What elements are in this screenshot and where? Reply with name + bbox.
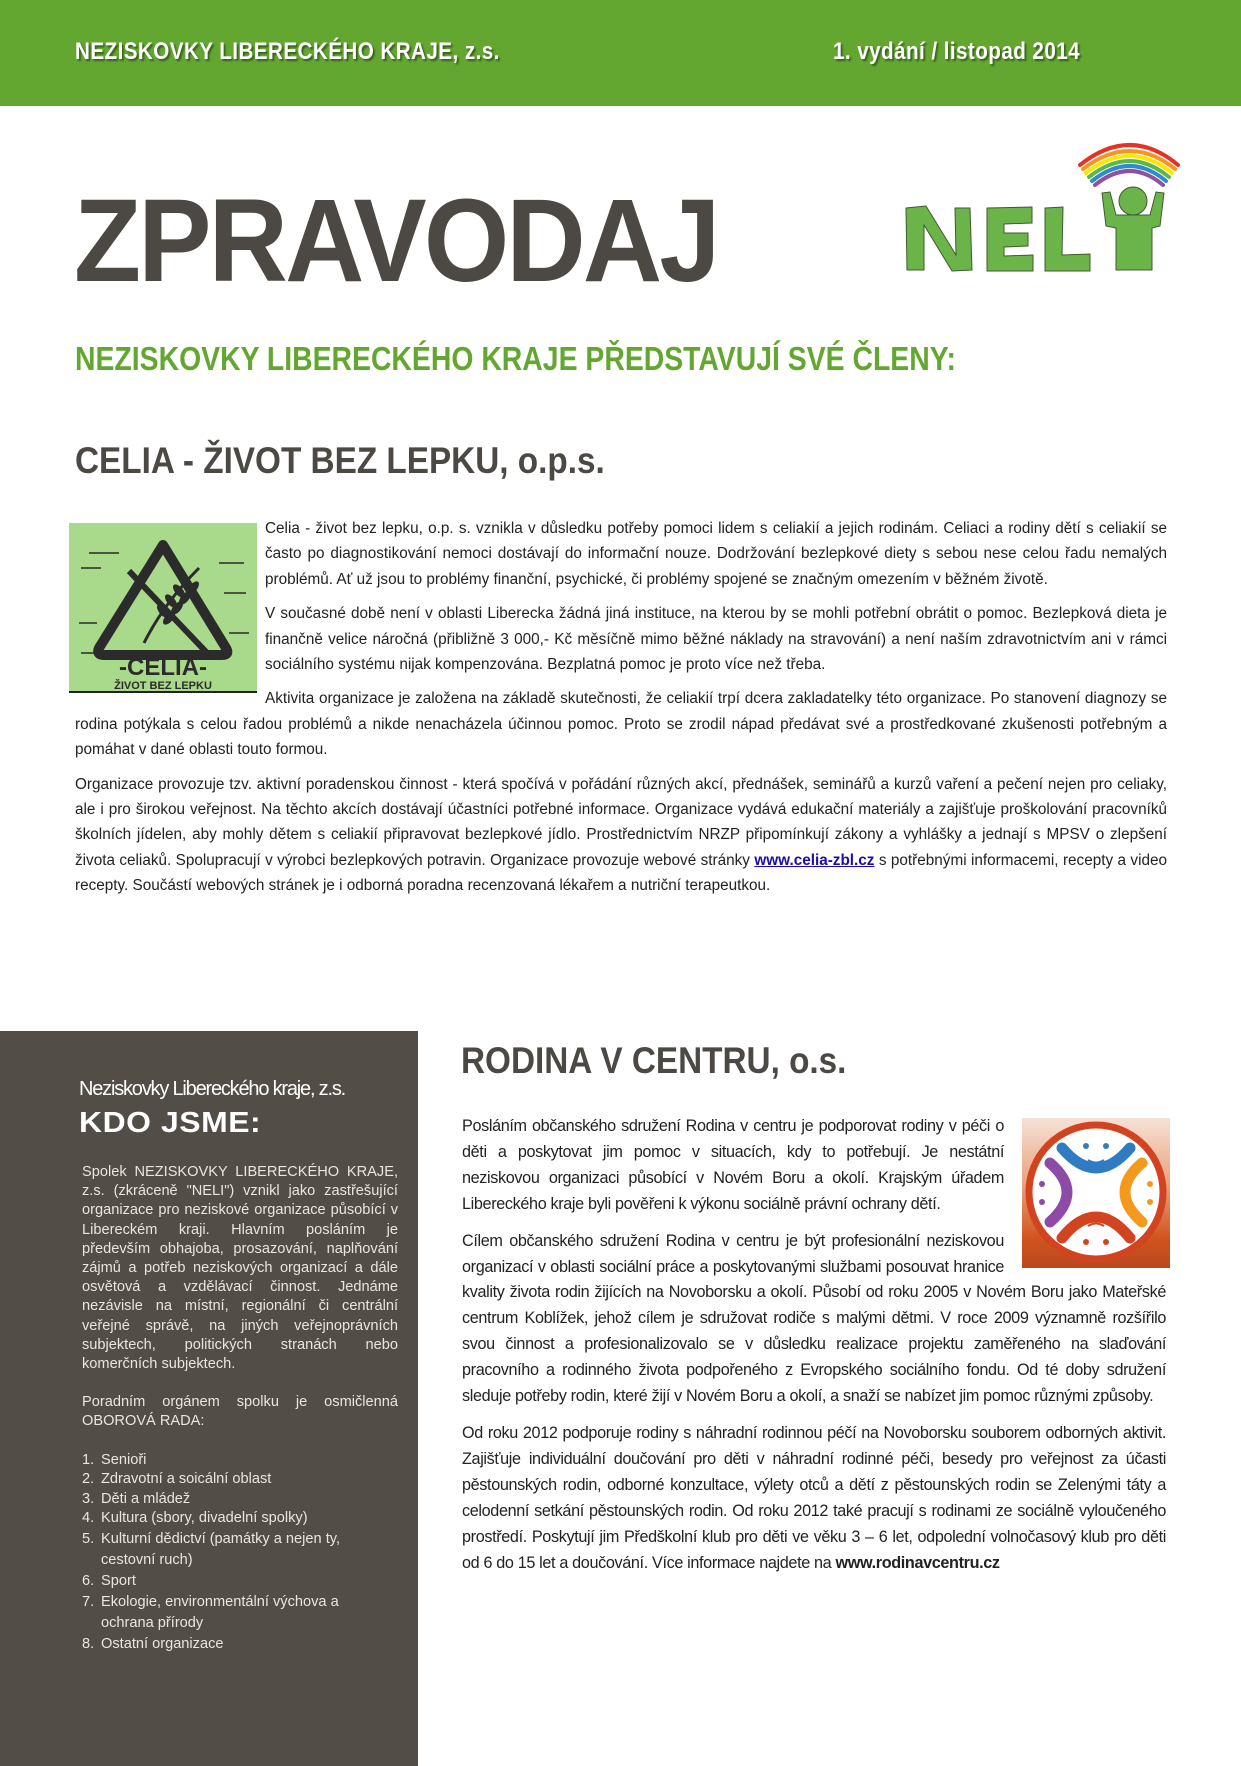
celia-article (75, 516, 1167, 908)
celia-paragraph: Celia - život bez lepku, o.p. s. vznikla v důsledku potřeby pomoci lidem s celiakií a jejich rodinám. Celiaci a rodiny dětí s celiakií se často po diagnostikování nemoci dostávají do informační nouze. Dodržování bezlepkové diety s sebou nese celou řadu nemalých problémů. Ať už jsou to problémy finanční, psychické, či problémy spojené se značným omezením v běžném životě. (265, 520, 1167, 588)
celia-paragraph: Aktivita organizace je založena na základě skutečnosti, že celiakií trpí dcera zakladatelky této organizace. Po stanovení diagnozy se rodina potýkala s celou řadou problémů a nikde nenacházela účinnou pomoc. Proto se zrodil nápad předávat své a prostředkované zkušenosti potřebným a pomáhat v dané oblasti touto formou. (75, 690, 1167, 759)
sidebar-council-intro: Poradním orgánem spolku je osmičlenná OBOROVÁ RADA: (82, 1394, 398, 1430)
sidebar-intro: Spolek NEZISKOVKY LIBERECKÉHO KRAJE, z.s. (zkráceně "NELI") vznikl jako zastřešující organizace pro neziskové organizace působící v Libereckém kraji. Hlavním posláním je především obhajoba, prosazování, naplňování zájmů a potřeb neziskových organizací a dále osvětová a vzdělávací činnost. Jednáme nezávisle na místní, regionální či centrální veřejné správě, na jiných veřejnoprávních subjektech, politických stranách nebo komerčních subjektech. (82, 1164, 398, 1373)
rodina-article (462, 1114, 1166, 1587)
celia-website-link[interactable]: www.celia-zbl.cz (754, 851, 875, 869)
header-issue-date: 1. vydání / listopad 2014 (833, 38, 1081, 65)
rodina-paragraph: Cílem občanského sdružení Rodina v centru je být profesionální neziskovou organizací v oblasti sociální práce a poskytovanými službami posouvat hranice kvality života rodin žijících na Novoborsku a okolí. Působí od roku 2005 v Novém Boru jako Mateřské centrum Koblížek, jehož cílem je sdružovat rodiče s malými dětmi. V roce 2009 významně rozšířilo svou činnost a profesionalizovalo se v důsledku realizace projektu zaměřeného na slaďování pracovního a rodinného života podpořeného z Evropského sociálního fondu. Od té doby sdružení sleduje potřeby rodin, které žijí v Novém Boru a okolí, a snaží se nabízet jim pomoc různými způsoby. (462, 1231, 1166, 1406)
council-item: 1. Senioři (82, 1451, 147, 1468)
council-list (82, 1451, 398, 1655)
rodina-paragraph: Posláním občanského sdružení Rodina v centru je podporovat rodiny v péči o děti a poskytovat jim pomoc v situacích, kdy to potřebují. Je nestátní neziskovou organizaci působící v Novém Boru a okolí. Krajským úřadem Libereckého kraje byli pověřeni k výkonu sociálně právní ochrany dětí. (462, 1117, 1004, 1213)
sidebar-org-name: Neziskovky Libereckého kraje, z.s. (79, 1078, 345, 1100)
celia-logo-main-text: -CELIA- (119, 654, 207, 681)
header-band (0, 0, 1241, 106)
sidebar-title: KDO JSME: (79, 1107, 262, 1139)
council-item: 2. Zdravotní a soicální oblast (82, 1471, 272, 1488)
council-item: 7. Ekologie, environmentální výchova a ochrana přírody (82, 1593, 339, 1631)
header-org-name: NEZISKOVKY LIBERECKÉHO KRAJE, z.s. (75, 38, 500, 65)
council-item: 3. Děti a mládež (82, 1490, 191, 1507)
celia-paragraph: V současné době není v oblasti Liberecka žádná jiná instituce, na kterou by se mohli potřební obrátit o pomoc. Bezlepková dieta je finančně velice náročná (přibližně 3 000,- Kč měsíčně mimo běžné náklady na stravování) a není naším zdravotnictvím ani v rámci sociálního systému nijak kompenzována. Bezplatná pomoc je proto více než třeba. (265, 605, 1167, 674)
celia-logo-sub-text: ŽIVOT BEZ LEPKU (114, 680, 212, 692)
council-item: 8. Ostatní organizace (82, 1635, 224, 1652)
council-item: 5. Kulturní dědictví (památky a nejen ty, cestovní ruch) (82, 1530, 341, 1568)
rodina-website-link[interactable]: www.rodinavcentru.cz (835, 1553, 1000, 1572)
about-sidebar (0, 1031, 418, 1766)
celia-paragraph (75, 772, 1167, 899)
celia-paragraph-text: Organizace provozuje tzv. aktivní poradenskou činnost - která spočívá v pořádání různých akcí, přednášek, seminářů a kurzů vaření a pečení nejen pro celiaky, ale i pro širokou veřejnost. Na těchto akcích dostávají účastníci potřebné informace. Organizace vydává edukační materiály a zajišťuje proškolování pracovníků školních jídelen, aby mohly dětem s celiakií připravovat bezlepkové jídlo. Prostřednictvím NRZP připomínkují zákony a vyhlášky a jednají s MPSV o zlepšení života celiaků. Spolupracují v výrobci bezlepkových potravin. Organizace provozuje webové stránky (75, 775, 1167, 869)
celia-paragraph-text: s potřebnými informacemi, recepty a video recepty. Součástí webových stránek je i odborná poradna recenzovaná lékařem a nutriční terapeutkou. (75, 851, 1167, 895)
rodina-paragraph-text: Od roku 2012 podporuje rodiny s náhradní rodinnou péčí na Novoborsku souborem odborných aktivit. Zajišťuje individuální doučování pro děti v náhradní rodinné péči, besedy pro veřejnost za účasti pěstounských rodin, odborné konzultace, výlety otců a dětí z pěstounských rodin se Zelenými táty a celodenní setkání pěstounských rodin. Od roku 2012 také pracují s rodinami ze sociálně vyloučeného prostředí. Poskytují jim Předškolní klub pro děti ve věku 3 – 6 let, odpolední volnočasový klub pro děti od 6 do 15 let a doučování. Více informace najdete na (462, 1423, 1166, 1572)
council-item: 6. Sport (82, 1572, 136, 1589)
newsletter-title: ZPRAVODAJ (74, 175, 718, 307)
section-banner: NEZISKOVKY LIBERECKÉHO KRAJE PŘEDSTAVUJÍ SVÉ ČLENY: (75, 340, 956, 377)
council-item: 4. Kultura (sbory, divadelní spolky) (82, 1510, 308, 1527)
celia-title: CELIA - ŽIVOT BEZ LEPKU, o.p.s. (75, 440, 605, 481)
neli-logo (890, 130, 1180, 280)
neli-logo-icon (890, 130, 1180, 280)
rodina-paragraph (462, 1421, 1166, 1576)
rodina-title: RODINA V CENTRU, o.s. (461, 1040, 847, 1081)
